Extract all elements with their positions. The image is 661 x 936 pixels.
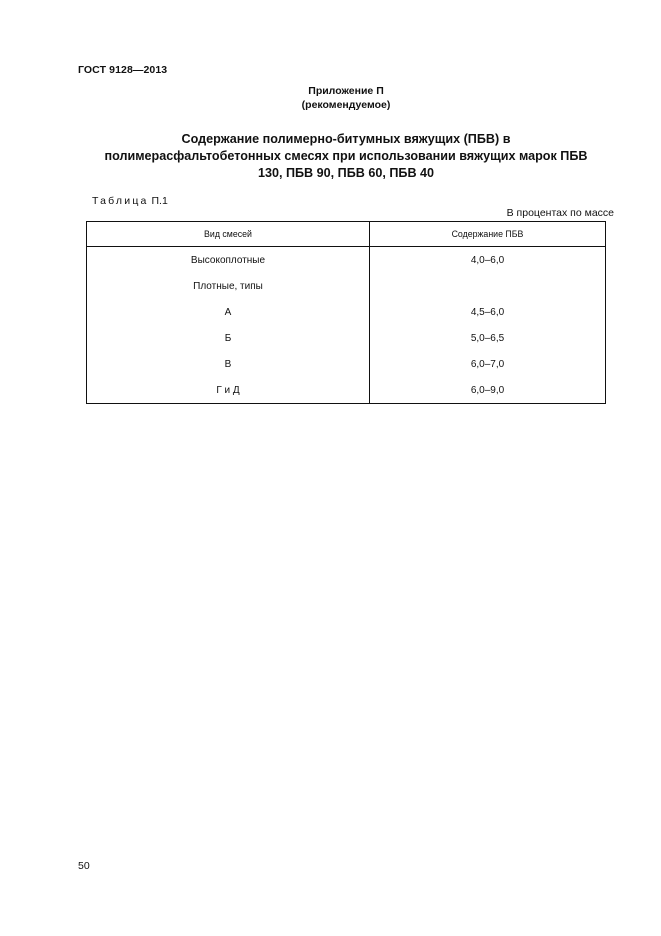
pbv-content-table [86, 221, 606, 404]
cell-mix-type: Плотные, типы [193, 281, 263, 292]
cell-pbv-content: 4,5–6,0 [470, 307, 505, 318]
cell-mix-type: А [224, 307, 232, 318]
table-row [87, 281, 605, 299]
column-header-pbv-content: Содержание ПБВ [451, 229, 524, 239]
cell-pbv-content: 6,0–7,0 [470, 359, 505, 370]
table-caption-word: Таблица [92, 195, 149, 207]
heading-line-3: 130, ПБВ 90, ПБВ 60, ПБВ 40 [257, 166, 435, 180]
appendix-status: (рекомендуемое) [301, 99, 391, 111]
table-units-note: В процентах по массе [506, 207, 614, 219]
document-code: ГОСТ 9128—2013 [78, 64, 168, 76]
heading-line-2: полимерасфальтобетонных смесях при использовании вяжущих марок ПБВ [104, 149, 588, 163]
cell-pbv-content: 5,0–6,5 [470, 333, 505, 344]
cell-mix-type: Высокоплотные [190, 255, 266, 266]
table-row [87, 255, 605, 273]
table-row [87, 307, 605, 325]
column-header-mix-type: Вид смесей [204, 229, 252, 239]
cell-pbv-content: 4,0–6,0 [470, 255, 505, 266]
table-caption-number: П.1 [151, 195, 168, 207]
table-row [87, 359, 605, 377]
cell-mix-type: Г и Д [216, 385, 240, 396]
appendix-title: Приложение П [308, 85, 384, 97]
cell-mix-type: Б [224, 333, 232, 344]
page-number: 50 [78, 860, 90, 872]
table-caption [92, 195, 168, 207]
section-heading [60, 131, 632, 182]
cell-pbv-content: 6,0–9,0 [470, 385, 505, 396]
cell-mix-type: В [224, 359, 232, 370]
table-row [87, 385, 605, 403]
table-row [87, 333, 605, 351]
heading-line-1: Содержание полимерно-битумных вяжущих (ПБВ) в [181, 132, 511, 146]
header-rule [87, 246, 605, 247]
